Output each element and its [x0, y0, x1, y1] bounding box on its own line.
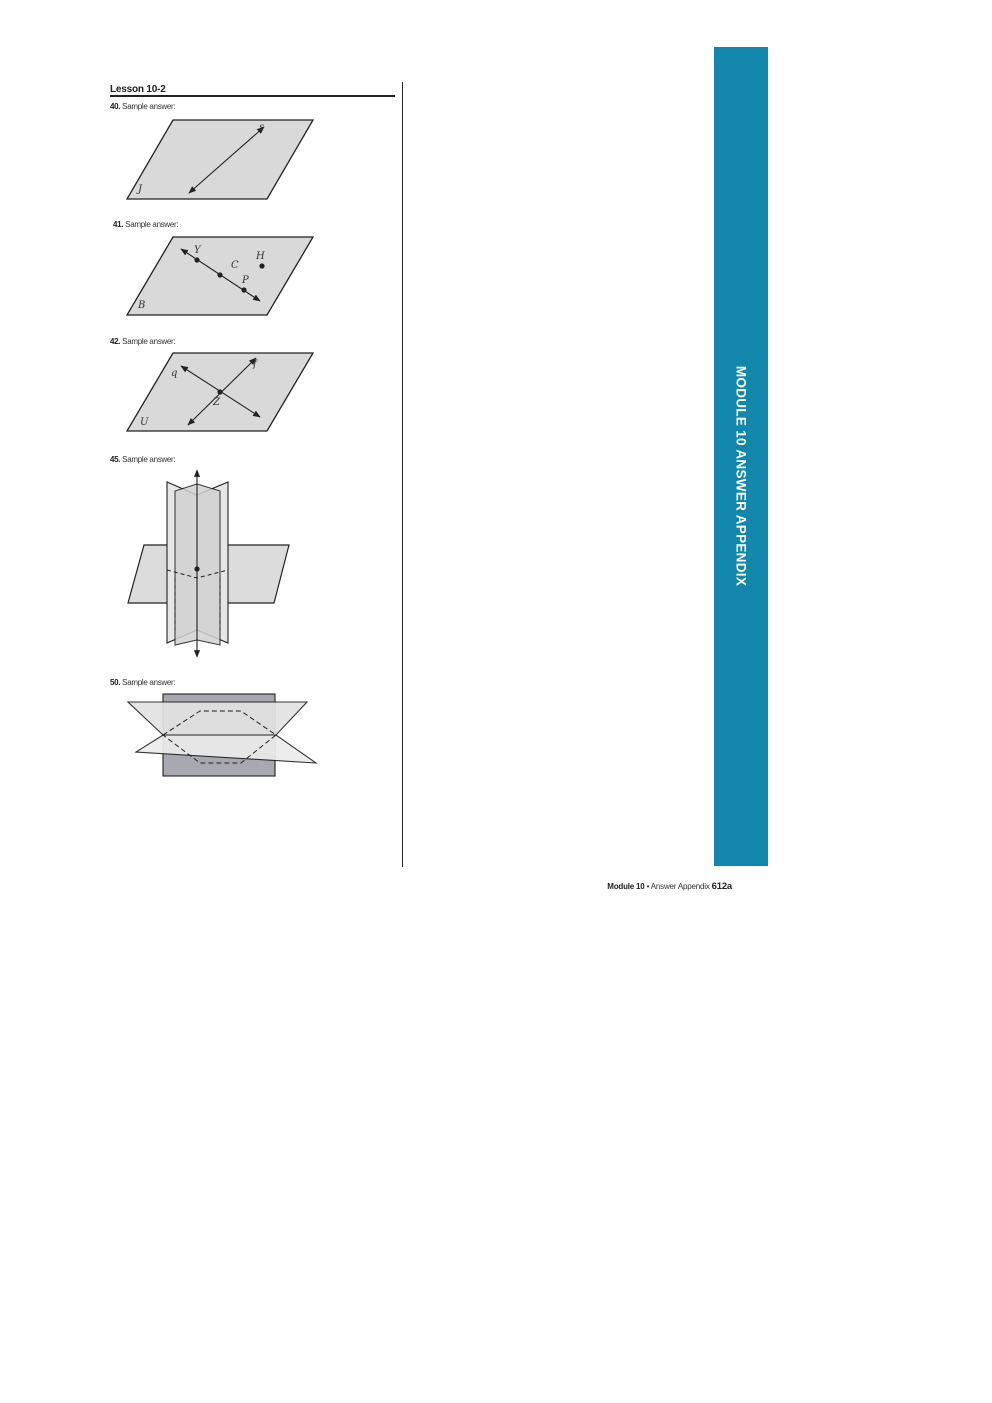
item-41-text: Sample answer: — [125, 220, 179, 229]
item-42-number: 42. — [110, 337, 121, 346]
intersection-point — [194, 566, 199, 571]
item-40-text: Sample answer: — [122, 102, 176, 111]
item-45-text: Sample answer: — [122, 455, 176, 464]
label-s: s — [259, 122, 265, 133]
label-y: Y — [194, 245, 201, 256]
footer-separator: • — [646, 882, 650, 891]
label-q: q — [171, 368, 178, 379]
lesson-title: Lesson 10-2 — [110, 84, 166, 95]
point-p — [241, 287, 246, 292]
footer-page-number: 612a — [711, 881, 732, 892]
item-40-number: 40. — [110, 102, 121, 111]
footer-section: Answer Appendix — [650, 882, 710, 891]
label-u: U — [140, 417, 149, 428]
item-45-number: 45. — [110, 455, 121, 464]
side-tab-label: MODULE 10 ANSWER APPENDIX — [733, 365, 749, 587]
label-c: C — [231, 260, 239, 271]
item-41-number: 41. — [113, 220, 124, 229]
page-footer — [607, 881, 732, 892]
item-50-number: 50. — [110, 678, 121, 687]
point-c — [217, 272, 222, 277]
upper-plane-50 — [128, 702, 307, 735]
footer-module: Module 10 — [607, 882, 645, 891]
label-b: B — [138, 300, 146, 311]
item-42-text: Sample answer: — [122, 337, 176, 346]
point-h — [259, 263, 264, 268]
label-f: f — [253, 359, 257, 370]
label-j: J — [138, 184, 143, 195]
item-50-text: Sample answer: — [122, 678, 176, 687]
label-h: H — [256, 251, 265, 262]
figure-41 — [127, 237, 313, 315]
plane-j — [127, 120, 313, 199]
point-y — [194, 257, 199, 262]
label-z: Z — [213, 397, 220, 408]
figure-50 — [128, 694, 316, 776]
figure-42 — [127, 353, 313, 431]
figure-40 — [127, 120, 313, 199]
label-p: P — [242, 275, 249, 286]
figure-45 — [128, 470, 289, 657]
point-z — [217, 389, 222, 394]
